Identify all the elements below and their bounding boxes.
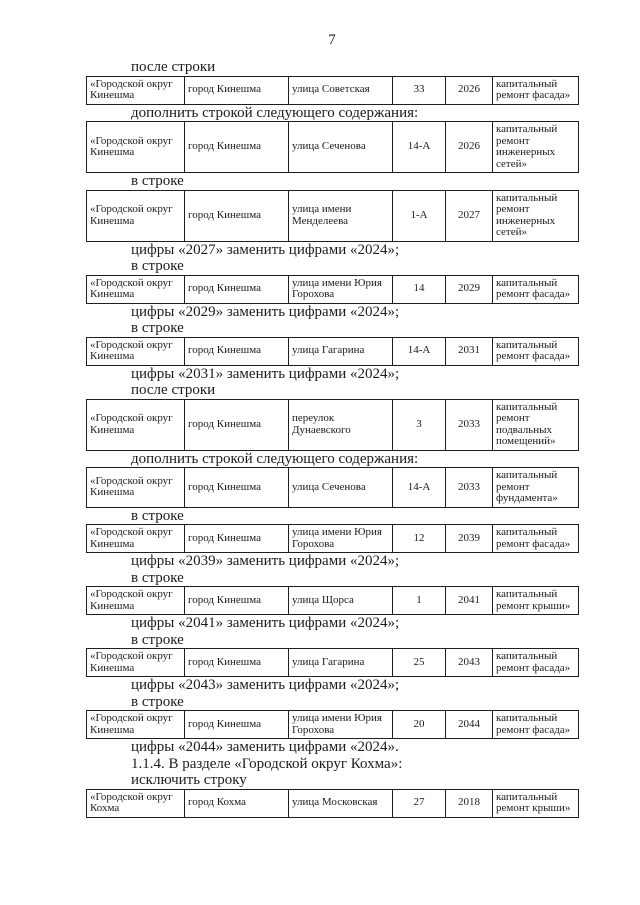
table-row <box>87 789 579 817</box>
cell-year: 2041 <box>446 587 493 615</box>
para-replace-digits: цифры «2029» заменить цифрами «2024»; <box>131 303 400 320</box>
para-replace-digits: цифры «2031» заменить цифрами «2024»; <box>131 365 400 382</box>
para-replace-digits: цифры «2044» заменить цифрами «2024». <box>131 739 399 755</box>
cell-district: «Городской округ Кинешма <box>87 525 185 553</box>
amendment-table <box>86 648 579 677</box>
para-replace-digits: цифры «2041» заменить цифрами «2024»; <box>131 615 400 631</box>
cell-work-type: капитальный ремонт фасада» <box>493 525 579 553</box>
table-row <box>87 76 579 104</box>
cell-district: «Городской округ Кинешма <box>87 468 185 508</box>
cell-street: улица имени Юрия Горохова <box>289 275 393 303</box>
cell-work-type: капитальный ремонт фасада» <box>493 275 579 303</box>
cell-house-number: 14 <box>393 275 446 303</box>
cell-city: город Кинешма <box>185 190 289 241</box>
table-row <box>87 399 579 450</box>
cell-work-type: капитальный ремонт подвальных помещений» <box>493 399 579 450</box>
cell-work-type: капитальный ремонт инженерных сетей» <box>493 122 579 173</box>
cell-district: «Городской округ Кинешма <box>87 76 185 104</box>
cell-street: улица Сеченова <box>289 468 393 508</box>
cell-year: 2043 <box>446 649 493 677</box>
cell-street: улица Щорса <box>289 587 393 615</box>
cell-house-number: 1-А <box>393 190 446 241</box>
para-in-row: в строке <box>131 507 184 524</box>
para-add-row: дополнить строкой следующего содержания: <box>131 104 419 121</box>
cell-year: 2029 <box>446 275 493 303</box>
cell-street: переулок Дунаевского <box>289 399 393 450</box>
cell-street: улица имени Менделеева <box>289 190 393 241</box>
cell-city: город Кинешма <box>185 122 289 173</box>
document-body <box>86 59 578 818</box>
cell-house-number: 12 <box>393 525 446 553</box>
para-after-row: после строки <box>131 59 216 75</box>
table-row <box>87 122 579 173</box>
cell-city: город Кинешма <box>185 76 289 104</box>
cell-city: город Кинешма <box>185 275 289 303</box>
amendment-table <box>86 586 579 615</box>
para-in-row: в строке <box>131 173 184 189</box>
cell-city: город Кинешма <box>185 525 289 553</box>
amendment-table <box>86 524 579 553</box>
amendment-table <box>86 121 579 173</box>
cell-city: город Кохма <box>185 789 289 817</box>
para-in-row: в строке <box>131 569 184 586</box>
cell-work-type: капитальный ремонт фасада» <box>493 337 579 365</box>
cell-work-type: капитальный ремонт фундамента» <box>493 468 579 508</box>
cell-district: «Городской округ Кинешма <box>87 711 185 739</box>
cell-house-number: 25 <box>393 649 446 677</box>
para-in-row: в строке <box>131 258 184 274</box>
cell-street: улица имени Юрия Горохова <box>289 711 393 739</box>
cell-district: «Городской округ Кинешма <box>87 649 185 677</box>
cell-house-number: 20 <box>393 711 446 739</box>
amendment-table <box>86 710 579 739</box>
cell-house-number: 1 <box>393 587 446 615</box>
cell-street: улица Гагарина <box>289 337 393 365</box>
cell-year: 2026 <box>446 76 493 104</box>
table-row <box>87 275 579 303</box>
cell-street: улица имени Юрия Горохова <box>289 525 393 553</box>
cell-city: город Кинешма <box>185 649 289 677</box>
cell-street: улица Московская <box>289 789 393 817</box>
cell-house-number: 14-А <box>393 468 446 508</box>
amendment-table <box>86 76 579 105</box>
cell-district: «Городской округ Кинешма <box>87 190 185 241</box>
para-exclude-row: исключить строку <box>131 772 247 788</box>
cell-city: город Кинешма <box>185 711 289 739</box>
table-row <box>87 649 579 677</box>
para-after-row: после строки <box>131 382 216 398</box>
cell-street: улица Советская <box>289 76 393 104</box>
table-row <box>87 587 579 615</box>
cell-house-number: 14-А <box>393 337 446 365</box>
table-row <box>87 190 579 241</box>
cell-house-number: 14-А <box>393 122 446 173</box>
cell-district: «Городской округ Кинешма <box>87 399 185 450</box>
cell-street: улица Сеченова <box>289 122 393 173</box>
para-replace-digits: цифры «2027» заменить цифрами «2024»; <box>131 241 400 258</box>
cell-city: город Кинешма <box>185 399 289 450</box>
amendment-table <box>86 399 579 451</box>
table-row <box>87 468 579 508</box>
table-row <box>87 711 579 739</box>
cell-year: 2033 <box>446 399 493 450</box>
cell-district: «Городской округ Кинешма <box>87 275 185 303</box>
cell-district: «Городской округ Кинешма <box>87 337 185 365</box>
cell-year: 2033 <box>446 468 493 508</box>
amendment-table <box>86 467 579 508</box>
cell-work-type: капитальный ремонт фасада» <box>493 711 579 739</box>
cell-year: 2018 <box>446 789 493 817</box>
cell-work-type: капитальный ремонт фасада» <box>493 649 579 677</box>
cell-work-type: капитальный ремонт фасада» <box>493 76 579 104</box>
cell-year: 2039 <box>446 525 493 553</box>
para-in-row: в строке <box>131 320 184 336</box>
cell-city: город Кинешма <box>185 337 289 365</box>
cell-house-number: 27 <box>393 789 446 817</box>
cell-work-type: капитальный ремонт инженерных сетей» <box>493 190 579 241</box>
table-row <box>87 337 579 365</box>
amendment-table <box>86 789 579 818</box>
cell-year: 2026 <box>446 122 493 173</box>
cell-year: 2031 <box>446 337 493 365</box>
cell-year: 2027 <box>446 190 493 241</box>
amendment-table <box>86 190 579 242</box>
cell-district: «Городской округ Кинешма <box>87 587 185 615</box>
cell-city: город Кинешма <box>185 468 289 508</box>
para-add-row: дополнить строкой следующего содержания: <box>131 450 419 467</box>
para-section-1-1-4: 1.1.4. В разделе «Городской округ Кохма»: <box>131 755 403 772</box>
table-row <box>87 525 579 553</box>
para-in-row: в строке <box>131 631 184 648</box>
cell-work-type: капитальный ремонт крыши» <box>493 789 579 817</box>
amendment-table <box>86 337 579 366</box>
cell-street: улица Гагарина <box>289 649 393 677</box>
cell-district: «Городской округ Кохма <box>87 789 185 817</box>
cell-district: «Городской округ Кинешма <box>87 122 185 173</box>
cell-city: город Кинешма <box>185 587 289 615</box>
cell-house-number: 33 <box>393 76 446 104</box>
amendment-table <box>86 275 579 304</box>
cell-house-number: 3 <box>393 399 446 450</box>
page-number: 7 <box>328 32 336 48</box>
cell-work-type: капитальный ремонт крыши» <box>493 587 579 615</box>
cell-year: 2044 <box>446 711 493 739</box>
para-replace-digits: цифры «2043» заменить цифрами «2024»; <box>131 677 400 693</box>
para-replace-digits: цифры «2039» заменить цифрами «2024»; <box>131 553 400 569</box>
para-in-row: в строке <box>131 693 184 710</box>
